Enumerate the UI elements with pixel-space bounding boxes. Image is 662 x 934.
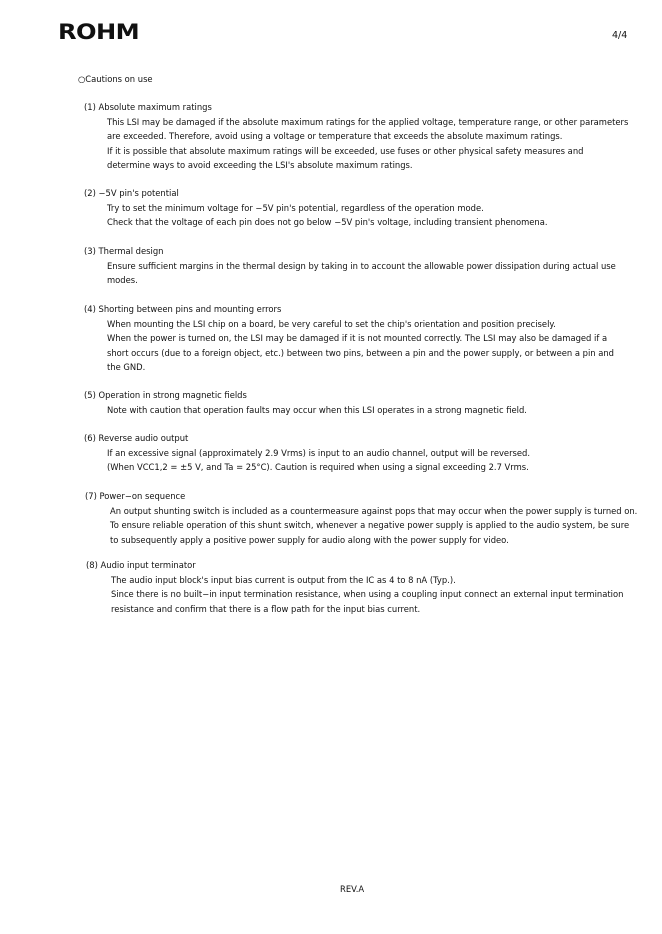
section-line: When the power is turned on, the LSI may be damaged if it is not mounted correctly. The LSI may also be damaged if a (107, 333, 608, 343)
section-line: modes. (107, 275, 138, 285)
revision-footer: REV.A (340, 884, 365, 894)
section-heading: (8) Audio input terminator (86, 560, 196, 570)
section-line: resistance and confirm that there is a flow path for the input bias current. (111, 603, 421, 614)
section-line: This LSI may be damaged if the absolute maximum ratings for the applied voltage, temperature range, or other parameters (107, 116, 629, 127)
section-line: To ensure reliable operation of this shunt switch, whenever a negative power supply is applied to the audio system, be sure (110, 520, 630, 530)
section-strong-magnetic-fields (84, 388, 527, 417)
section-reverse-audio-output (84, 431, 530, 475)
section-audio-input-terminator (86, 558, 623, 616)
section-line: If an excessive signal (approximately 2.9 Vrms) is input to an audio channel, output will be reversed. (107, 447, 531, 458)
section-line: Check that the voltage of each pin does not go below −5V pin's voltage, including transient phenomena. (107, 217, 548, 227)
section-heading: (5) Operation in strong magnetic fields (84, 390, 247, 400)
page-number: 4/4 (612, 30, 628, 41)
section-power-on-sequence (85, 489, 637, 547)
section-line: Since there is no built−in input termination resistance, when using a coupling input connect an external input termination (111, 589, 624, 599)
section-line: The audio input block's input bias current is output from the IC as 4 to 8 nA (Typ.). (111, 574, 456, 585)
section-line: Note with caution that operation faults may occur when this LSI operates in a strong magnetic field. (107, 404, 527, 415)
section-heading: (6) Reverse audio output (84, 433, 189, 443)
section-line: (When VCC1,2 = ±5 V, and Ta = 25°C). Caution is required when using a signal exceeding 2.7 Vrms. (107, 462, 529, 472)
section-line: are exceeded. Therefore, avoid using a voltage or temperature that exceeds the absolute maximum ratings. (107, 131, 563, 141)
section-thermal-design (84, 244, 616, 288)
section-shorting-between-pins (84, 302, 614, 375)
section-heading: (3) Thermal design (84, 246, 164, 256)
section-line: to subsequently apply a positive power supply for audio along with the power supply for video. (110, 534, 509, 545)
section-line: When mounting the LSI chip on a board, be very careful to set the chip's orientation and position precisely. (107, 318, 556, 329)
section-line: Try to set the minimum voltage for −5V pin's potential, regardless of the operation mode. (107, 202, 484, 213)
section-heading: (4) Shorting between pins and mounting errors (84, 304, 282, 314)
section-absolute-maximum-ratings (84, 100, 628, 173)
section-line: If it is possible that absolute maximum ratings will be exceeded, use fuses or other physical safety measures and (107, 145, 584, 156)
section-line: An output shunting switch is included as a countermeasure against pops that may occur when the power supply is turned on. (110, 505, 638, 516)
section-line: Ensure sufficient margins in the thermal design by taking in to account the allowable power dissipation during actual use (107, 260, 616, 271)
section-line: the GND. (107, 362, 146, 372)
section-line: short occurs (due to a foreign object, etc.) between two pins, between a pin and the power supply, or between a pin and (107, 347, 615, 358)
section-minus-5v-pin-potential (84, 186, 548, 230)
page-title: ○Cautions on use (78, 74, 153, 84)
section-line: determine ways to avoid exceeding the LSI's absolute maximum ratings. (107, 160, 413, 170)
section-heading: (7) Power−on sequence (85, 491, 186, 501)
section-heading: (1) Absolute maximum ratings (84, 102, 212, 112)
rohm-logo: ROHM (58, 20, 140, 44)
section-heading: (2) −5V pin's potential (84, 188, 179, 198)
